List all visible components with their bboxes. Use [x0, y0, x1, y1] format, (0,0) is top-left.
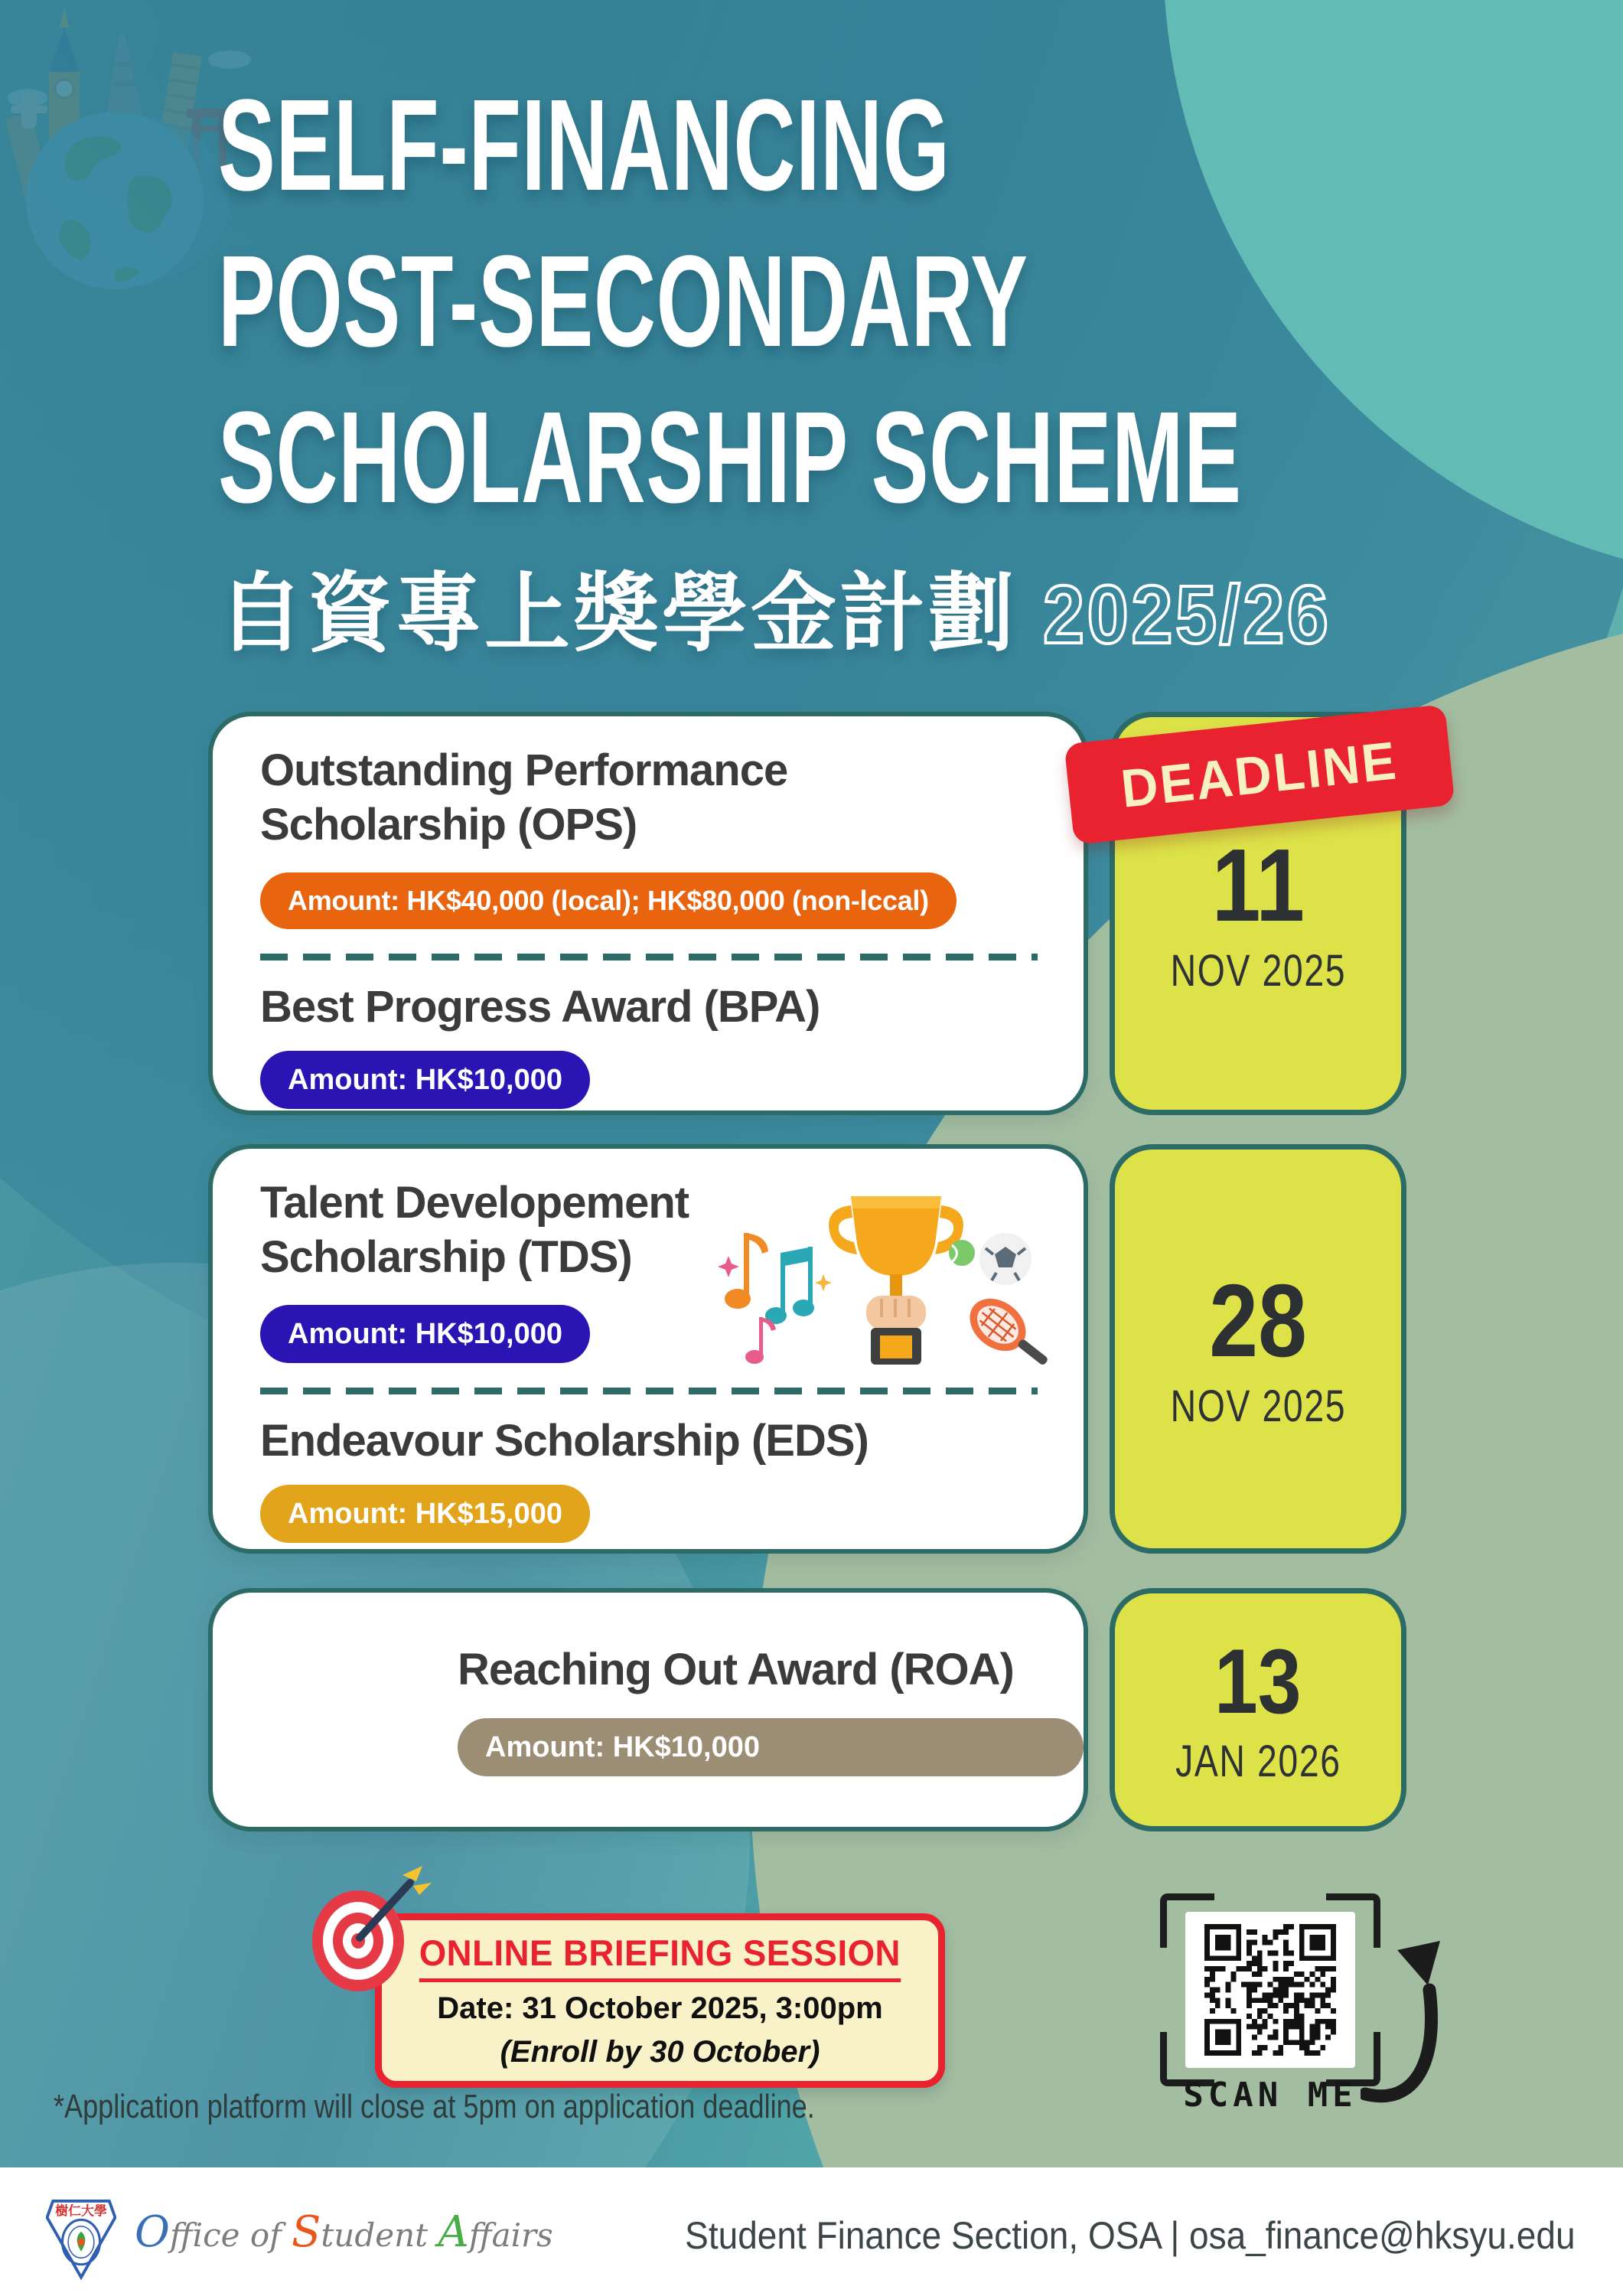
deadline-card-3 — [1110, 1588, 1406, 1831]
scholarship-card-tds-eds — [208, 1144, 1088, 1554]
briefing-enroll: (Enroll by 30 October) — [500, 2035, 820, 2069]
org-text: ffice of — [169, 2216, 292, 2254]
org-initial: O — [135, 2207, 170, 2257]
scholarship-title-eds: Endeavour Scholarship (EDS) — [260, 1415, 869, 1466]
amount-pill-ops: Amount: HK$40,000 (local); HK$80,000 (non-lccal) — [260, 872, 957, 929]
org-initial: S — [292, 2207, 321, 2257]
footer-contact: Student Finance Section, OSA | osa_finance@hksyu.edu — [685, 2214, 1576, 2257]
deadline-month: JAN 2026 — [1175, 1737, 1341, 1786]
org-text: tudent — [321, 2216, 438, 2254]
scholarship-title-roa: Reaching Out Award (ROA) — [458, 1644, 1014, 1694]
amount-pill-tds: Amount: HK$10,000 — [260, 1305, 590, 1363]
dashed-divider — [260, 1388, 1038, 1394]
office-of-student-affairs-logo — [135, 2207, 553, 2257]
amount-pill-roa: Amount: HK$10,000 — [458, 1718, 1084, 1776]
briefing-title: ONLINE BRIEFING SESSION — [419, 1932, 901, 1982]
poster-subtitle — [218, 545, 1363, 668]
subtitle-chinese: 自資專上獎學金計劃 — [218, 566, 1017, 661]
briefing-date: Date: 31 October 2025, 3:00pm — [437, 1991, 883, 2025]
deadline-day: 11 — [1211, 827, 1305, 943]
qr-code-panel — [1185, 1912, 1355, 2068]
deadline-day: 13 — [1214, 1630, 1302, 1733]
dartboard-icon — [305, 1861, 436, 1998]
title-line-3: SCHOLARSHIP SCHEME — [218, 385, 1242, 530]
sports-icons — [949, 1233, 1061, 1369]
qr-frame — [1160, 1893, 1380, 2086]
deadline-day: 28 — [1209, 1263, 1307, 1378]
deadline-month: NOV 2025 — [1170, 1381, 1346, 1431]
deadline-month: NOV 2025 — [1170, 946, 1346, 996]
scholarship-title-tds: Talent Developement Scholarship (TDS) — [260, 1178, 689, 1282]
scan-me-label: SCAN ME — [1183, 2076, 1357, 2115]
org-initial: A — [438, 2207, 469, 2257]
curved-arrow-icon — [1361, 1929, 1442, 2111]
briefing-box — [375, 1913, 945, 2088]
title-line-1: SELF-FINANCING — [218, 73, 950, 218]
org-text: ffairs — [468, 2216, 553, 2254]
music-notes-icon — [718, 1233, 832, 1364]
scholarship-card-roa — [208, 1588, 1088, 1831]
deadline-badge-label: DEADLINE — [1118, 730, 1401, 819]
amount-pill-eds: Amount: HK$15,000 — [260, 1485, 590, 1543]
amount-pill-bpa: Amount: HK$10,000 — [260, 1051, 590, 1109]
deadline-card-2 — [1110, 1144, 1406, 1554]
dashed-divider — [260, 954, 1038, 960]
scholarship-card-ops-bpa — [208, 712, 1088, 1115]
footnote: *Application platform will close at 5pm on application deadline. — [54, 2088, 815, 2125]
title-line-2: POST-SECONDARY — [218, 229, 1028, 374]
footer — [0, 2167, 1623, 2296]
university-crest-icon — [46, 2197, 116, 2281]
scholarship-title-ops: Outstanding Performance Scholarship (OPS) — [260, 745, 788, 850]
subtitle-year: 2025/26 — [1043, 568, 1331, 660]
trophy-cup-icon — [829, 1196, 963, 1365]
poster-title — [218, 67, 1623, 536]
talent-trophy-icon — [701, 1182, 1067, 1369]
crest-chinese-label: 樹仁大學 — [55, 2203, 107, 2219]
scholarship-title-bpa: Best Progress Award (BPA) — [260, 981, 820, 1032]
qr-code-icon — [1204, 1924, 1336, 2056]
